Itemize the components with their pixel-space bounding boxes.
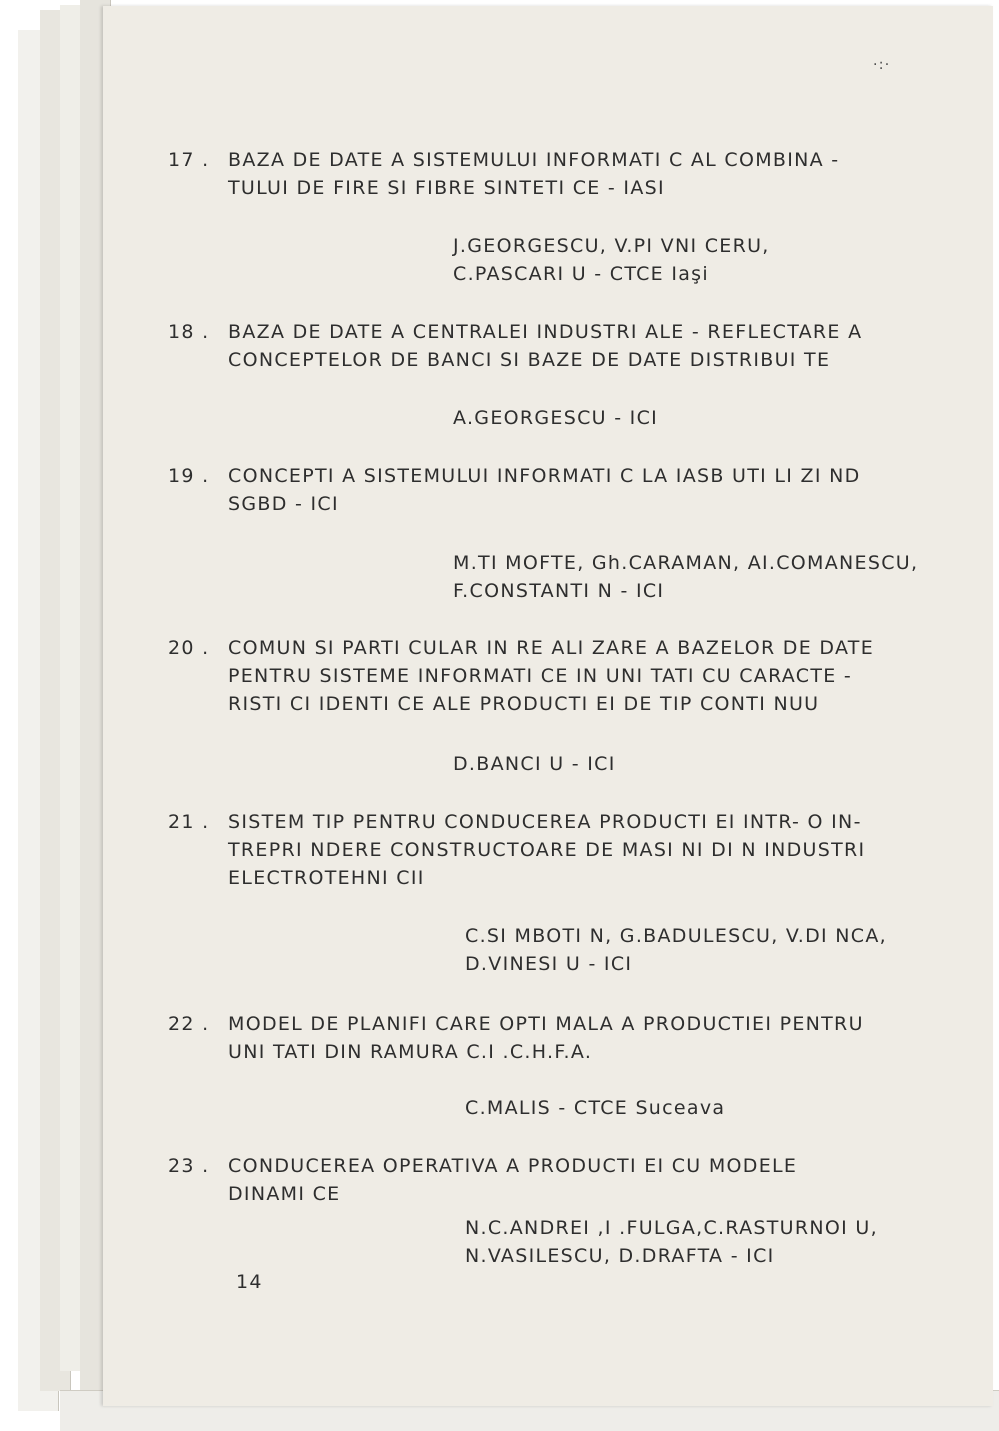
- title-line: CONDUCEREA OPERATIVA A PRODUCTI EI CU MODELE: [228, 1155, 798, 1177]
- entry-21-authors: [465, 922, 993, 978]
- title-line: RISTI CI IDENTI CE ALE PRODUCTI EI DE TIP CONTI NUU: [228, 693, 820, 715]
- entry-number: 20 .: [168, 637, 210, 659]
- author-line: C.PASCARI U - CTCE Iaşi: [453, 263, 709, 285]
- title-line: DINAMI CE: [228, 1183, 341, 1205]
- title-line: BAZA DE DATE A SISTEMULUI INFORMATI C AL COMBINA -: [228, 149, 840, 171]
- author-line: F.CONSTANTI N - ICI: [453, 580, 665, 602]
- author-line: D.VINESI U - ICI: [465, 953, 633, 975]
- author-line: M.TI MOFTE, Gh.CARAMAN, AI.COMANESCU,: [453, 552, 919, 574]
- entry-19-authors: [453, 549, 993, 605]
- title-line: CONCEPTI A SISTEMULUI INFORMATI C LA IASB UTI LI ZI ND: [228, 465, 861, 487]
- entry-number: 17 .: [168, 149, 210, 171]
- author-line: N.C.ANDREI ,I .FULGA,C.RASTURNOI U,: [465, 1217, 878, 1239]
- entry-number: 23 .: [168, 1155, 210, 1177]
- author-line: C.MALIS - CTCE Suceava: [465, 1097, 726, 1119]
- title-line: CONCEPTELOR DE BANCI SI BAZE DE DATE DISTRIBUI TE: [228, 349, 831, 371]
- title-line: UNI TATI DIN RAMURA C.I .C.H.F.A.: [228, 1041, 593, 1063]
- entry-22-title: [168, 1010, 988, 1066]
- entry-19-title: [168, 462, 988, 518]
- title-line: PENTRU SISTEME INFORMATI CE IN UNI TATI CU CARACTE -: [228, 665, 853, 687]
- author-line: J.GEORGESCU, V.PI VNI CERU,: [453, 235, 770, 257]
- title-line: MODEL DE PLANIFI CARE OPTI MALA A PRODUCTIEI PENTRU: [228, 1013, 864, 1035]
- title-line: TREPRI NDERE CONSTRUCTOARE DE MASI NI DI N INDUSTRI: [228, 839, 866, 861]
- entry-20-title: [168, 634, 988, 718]
- entry-21-title: [168, 808, 988, 892]
- entry-17-title: [168, 146, 988, 202]
- title-line: BAZA DE DATE A CENTRALEI INDUSTRI ALE - REFLECTARE A: [228, 321, 863, 343]
- title-line: SGBD - ICI: [228, 493, 339, 515]
- entry-18-title: [168, 318, 988, 374]
- page-number: 14: [236, 1271, 263, 1293]
- page-content: [103, 6, 993, 1406]
- entry-20-authors: [453, 750, 993, 778]
- entry-17-authors: [453, 232, 993, 288]
- document-page: [103, 6, 993, 1406]
- entry-18-authors: [453, 404, 993, 432]
- title-line: TULUI DE FIRE SI FIBRE SINTETI CE - IASI: [228, 177, 665, 199]
- speck-marks: ·:·: [873, 57, 891, 73]
- author-line: N.VASILESCU, D.DRAFTA - ICI: [465, 1245, 775, 1267]
- entry-number: 21 .: [168, 811, 210, 833]
- entry-number: 19 .: [168, 465, 210, 487]
- entry-number: 22 .: [168, 1013, 210, 1035]
- title-line: COMUN SI PARTI CULAR IN RE ALI ZARE A BAZELOR DE DATE: [228, 637, 875, 659]
- entry-23-title: [168, 1152, 988, 1208]
- title-line: SISTEM TIP PENTRU CONDUCEREA PRODUCTI EI INTR- O IN-: [228, 811, 862, 833]
- entry-23-authors: [465, 1214, 993, 1270]
- entry-22-authors: [465, 1094, 993, 1122]
- author-line: C.SI MBOTI N, G.BADULESCU, V.DI NCA,: [465, 925, 888, 947]
- title-line: ELECTROTEHNI CII: [228, 867, 425, 889]
- author-line: A.GEORGESCU - ICI: [453, 407, 659, 429]
- author-line: D.BANCI U - ICI: [453, 753, 616, 775]
- entry-number: 18 .: [168, 321, 210, 343]
